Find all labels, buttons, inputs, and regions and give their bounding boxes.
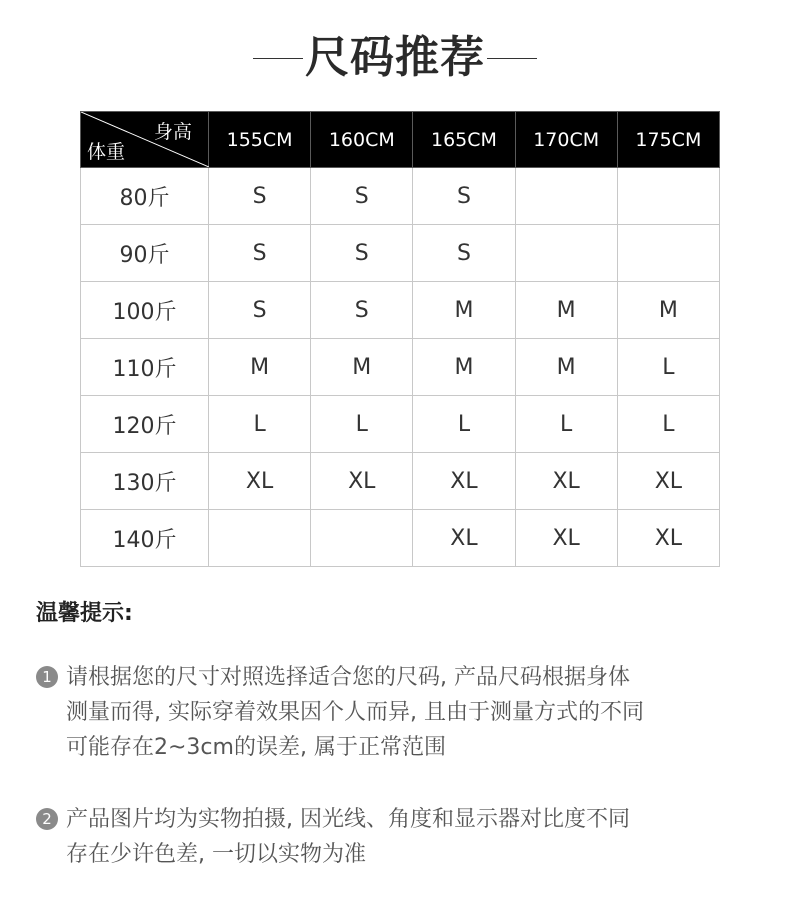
size-cell: XL bbox=[413, 453, 515, 510]
tips-title: 温馨提示: bbox=[36, 601, 133, 626]
page-title-block bbox=[0, 28, 790, 88]
tip-text bbox=[66, 802, 756, 872]
table-row bbox=[81, 282, 720, 339]
title-right-line bbox=[487, 58, 537, 59]
tip-number-badge: 1 bbox=[36, 666, 58, 688]
size-cell: XL bbox=[617, 510, 719, 567]
table-row bbox=[81, 453, 720, 510]
tip-line: 产品图片均为实物拍摄, 因光线、角度和显示器对比度不同 bbox=[66, 807, 630, 832]
size-cell: L bbox=[209, 396, 311, 453]
page-title: 尺码推荐 bbox=[305, 32, 485, 83]
weight-cell: 90斤 bbox=[81, 225, 209, 282]
size-cell: M bbox=[413, 339, 515, 396]
tip-item-1 bbox=[36, 660, 756, 765]
table-row bbox=[81, 396, 720, 453]
size-cell: L bbox=[311, 396, 413, 453]
weight-cell: 130斤 bbox=[81, 453, 209, 510]
size-cell: M bbox=[413, 282, 515, 339]
size-cell bbox=[617, 168, 719, 225]
tip-item-2 bbox=[36, 802, 756, 872]
size-cell bbox=[515, 168, 617, 225]
size-cell: XL bbox=[209, 453, 311, 510]
weight-cell: 100斤 bbox=[81, 282, 209, 339]
size-cell: L bbox=[617, 396, 719, 453]
height-header-165: 165CM bbox=[413, 112, 515, 168]
table-corner-cell bbox=[81, 112, 209, 168]
tip-line: 存在少许色差, 一切以实物为准 bbox=[66, 842, 366, 867]
title-left-line bbox=[253, 58, 303, 59]
size-cell: XL bbox=[413, 510, 515, 567]
size-cell: L bbox=[515, 396, 617, 453]
weight-cell: 140斤 bbox=[81, 510, 209, 567]
size-recommendation-table bbox=[80, 111, 720, 567]
size-cell: XL bbox=[617, 453, 719, 510]
size-cell: S bbox=[311, 168, 413, 225]
size-cell bbox=[515, 225, 617, 282]
size-cell: XL bbox=[311, 453, 413, 510]
size-cell: L bbox=[413, 396, 515, 453]
tip-number-badge: 2 bbox=[36, 808, 58, 830]
height-header-175: 175CM bbox=[617, 112, 719, 168]
size-cell: S bbox=[413, 168, 515, 225]
table-row bbox=[81, 168, 720, 225]
size-cell: M bbox=[209, 339, 311, 396]
size-cell: S bbox=[209, 225, 311, 282]
weight-cell: 120斤 bbox=[81, 396, 209, 453]
size-cell: M bbox=[311, 339, 413, 396]
tip-line: 测量而得, 实际穿着效果因个人而异, 且由于测量方式的不同 bbox=[66, 700, 644, 725]
height-header-160: 160CM bbox=[311, 112, 413, 168]
corner-weight-label: 体重 bbox=[87, 141, 126, 163]
table-row bbox=[81, 225, 720, 282]
size-cell bbox=[311, 510, 413, 567]
table-row bbox=[81, 510, 720, 567]
size-cell: S bbox=[311, 282, 413, 339]
size-cell: M bbox=[515, 282, 617, 339]
size-cell: L bbox=[617, 339, 719, 396]
corner-height-label: 身高 bbox=[153, 121, 192, 143]
height-header-170: 170CM bbox=[515, 112, 617, 168]
size-cell: M bbox=[617, 282, 719, 339]
table-row bbox=[81, 339, 720, 396]
tip-line: 请根据您的尺寸对照选择适合您的尺码, 产品尺码根据身体 bbox=[66, 665, 630, 690]
table-header-row bbox=[81, 112, 720, 168]
size-cell: S bbox=[209, 168, 311, 225]
height-header-155: 155CM bbox=[209, 112, 311, 168]
weight-cell: 80斤 bbox=[81, 168, 209, 225]
tip-line: 可能存在2~3cm的误差, 属于正常范围 bbox=[66, 735, 446, 760]
size-cell: S bbox=[413, 225, 515, 282]
size-cell: M bbox=[515, 339, 617, 396]
size-cell: XL bbox=[515, 453, 617, 510]
size-cell: S bbox=[311, 225, 413, 282]
size-cell: S bbox=[209, 282, 311, 339]
size-cell bbox=[617, 225, 719, 282]
size-cell bbox=[209, 510, 311, 567]
weight-cell: 110斤 bbox=[81, 339, 209, 396]
tip-text bbox=[66, 660, 756, 765]
size-cell: XL bbox=[515, 510, 617, 567]
